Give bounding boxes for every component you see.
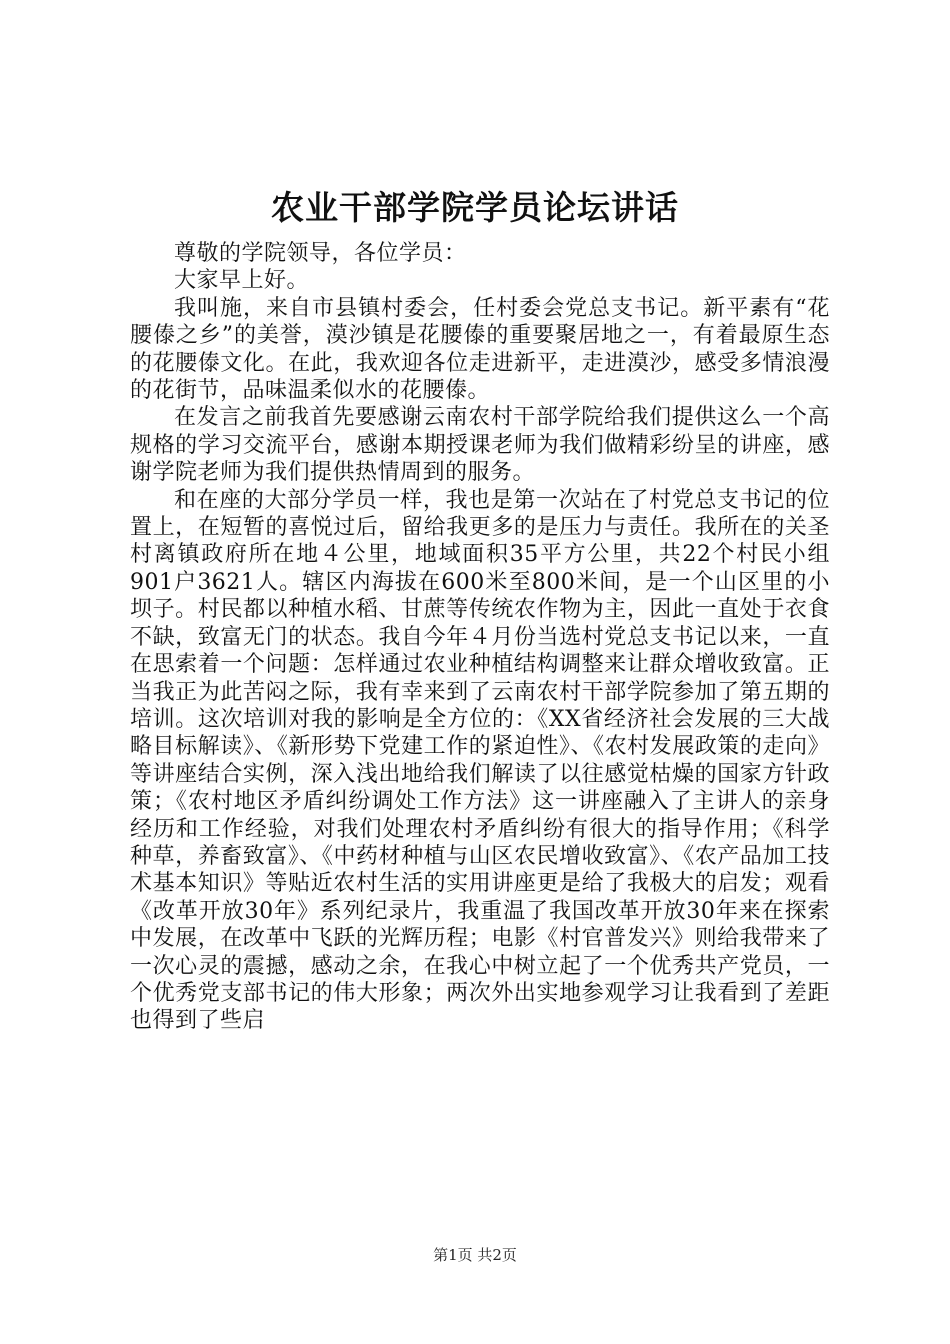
page-footer: 第1页 共2页 [433,1246,517,1264]
document-title: 农业干部学院学员论坛讲话 [271,188,679,227]
salutation: 尊敬的学院领导，各位学员： [174,241,467,266]
paragraph-thanks: 在发言之前我首先要感谢云南农村干部学院给我们提供这么一个高规格的学习交流平台，感谢本期授课老师为我们做精彩纷呈的讲座，感谢学院老师为我们提供热情周到的服务。 [130,405,830,486]
paragraph-experience: 和在座的大部分学员一样，我也是第一次站在了村党总支书记的位置上，在短暂的喜悦过后，留给我更多的是压力与责任。我所在的关圣村离镇政府所在地４公里，地域面积35平方公里，共22个村民小组901户3621人。辖区内海拔在600米至800米间，是一个山区里的小坝子。村民都以种植水稻、甘蔗等传统农作物为主，因此一直处于衣食不缺，致富无门的状态。我自今年４月份当选村党总支书记以来，一直在思索着一个问题：怎样通过农业种植结构调整来让群众增收致富。正当我正为此苦闷之际，我有幸来到了云南农村干部学院参加了第五期的培训。这次培训对我的影响是全方位的：《XX省经济社会发展的三大战略目标解读》、《新形势下党建工作的紧迫性》、《农村发展政策的走向》等讲座结合实例，深入浅出地给我们解读了以往感觉枯燥的国家方针政策；《农村地区矛盾纠纷调处工作方法》这一讲座融入了主讲人的亲身经历和工作经验，对我们处理农村矛盾纠纷有很大的指导作用；《科学种草，养畜致富》、《中药材种植与山区农民增收致富》、《农产品加工技术基本知识》等贴近农村生活的实用讲座更是给了我极大的启发；观看《改革开放30年》系列纪录片，我重温了我国改革开放30年来在探索中发展，在改革中飞跃的光辉历程；电影《村官普发兴》则给我带来了一次心灵的震撼，感动之余，在我心中树立起了一个优秀共产党员，一个优秀党支部书记的伟大形象；两次外出实地参观学习让我看到了差距也得到了些启 [130,487,830,1034]
greeting: 大家早上好。 [174,268,310,294]
document-body [130,240,830,1035]
paragraph-introduction: 我叫施，来自市县镇村委会，任村委会党总支书记。新平素有“花腰傣之乡”的美誉，漠沙镇是花腰傣的重要聚居地之一，有着最原生态的花腰傣文化。在此，我欢迎各位走进新平，走进漠沙，感受多情浪漫的花街节，品味温柔似水的花腰傣。 [130,295,830,404]
